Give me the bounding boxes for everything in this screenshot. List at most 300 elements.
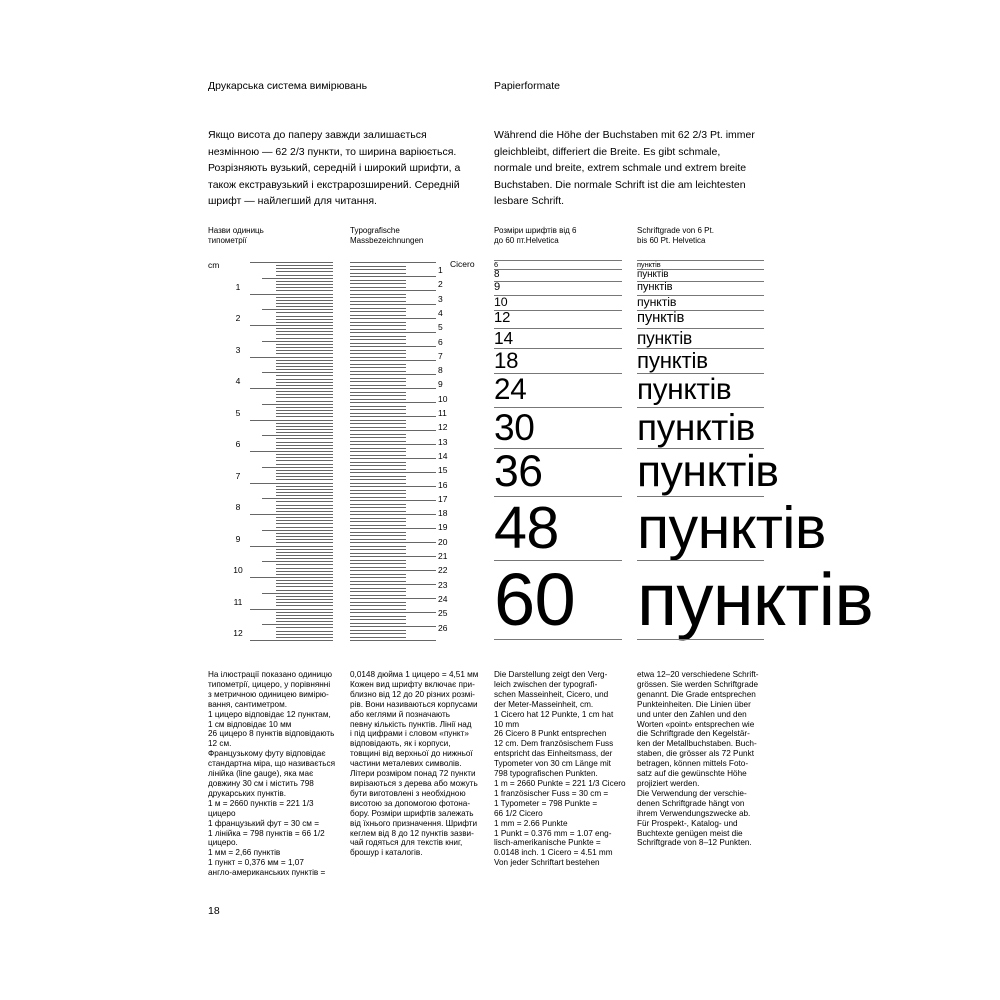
cm-number-label: 4 [235, 376, 241, 386]
column-label-sizes-de: Schriftgrade von 6 Pt. bis 60 Pt. Helvetica [637, 226, 714, 245]
cm-scale-tick [250, 577, 333, 578]
cicero-scale-tick [350, 343, 406, 344]
cicero-scale-tick [350, 623, 406, 624]
size-number-rule [494, 639, 622, 640]
cm-scale-tick [262, 467, 333, 468]
cicero-scale-tick [350, 640, 436, 641]
cm-scale-tick [250, 420, 333, 421]
cm-scale-tick [276, 382, 333, 383]
page-number: 18 [208, 905, 220, 917]
cicero-scale-tick [350, 486, 436, 487]
cicero-scale-tick [350, 612, 436, 613]
size-word-sample: пунктів [637, 348, 708, 374]
cicero-scale-tick [350, 563, 406, 564]
cicero-scale-tick [350, 455, 406, 456]
cicero-scale-tick [350, 360, 436, 361]
cm-scale-tick [276, 268, 333, 269]
cicero-scale-tick [350, 385, 406, 386]
cm-scale-tick [262, 624, 333, 625]
size-word-sample: пунктів [637, 405, 756, 448]
cicero-scale-tick [350, 479, 406, 480]
cm-scale-tick [276, 366, 333, 367]
cicero-number-label: 25 [438, 608, 448, 619]
cm-scale-tick [276, 271, 333, 272]
cicero-scale-tick [350, 276, 436, 277]
cm-scale-tick [276, 520, 333, 521]
cicero-scale-tick [350, 637, 406, 638]
cicero-number-label: 3 [438, 293, 443, 304]
cm-scale-tick [250, 294, 333, 295]
cm-scale-tick [276, 394, 333, 395]
cicero-scale-tick [350, 290, 436, 291]
size-number-sample: 60 [494, 558, 575, 642]
size-word-sample: пунктів [637, 310, 685, 327]
cicero-scale-tick [350, 427, 406, 428]
cicero-scale-tick [350, 308, 406, 309]
cicero-number-label: 12 [438, 422, 448, 433]
cicero-scale-tick [350, 458, 436, 459]
cicero-scale-tick [350, 406, 406, 407]
cicero-scale-tick [350, 409, 406, 410]
cm-scale-tick [276, 621, 333, 622]
cm-scale-tick [276, 568, 333, 569]
cicero-scale-tick [350, 332, 436, 333]
cicero-scale-tick [350, 294, 406, 295]
cm-scale-tick [276, 353, 333, 354]
cm-scale-tick [250, 451, 333, 452]
cm-scale-tick [276, 505, 333, 506]
cicero-scale-tick [350, 532, 406, 533]
cm-scale-tick [276, 511, 333, 512]
size-number-sample: 36 [494, 446, 543, 496]
cicero-scale-tick [350, 325, 406, 326]
cicero-scale-tick [350, 584, 436, 585]
cicero-scale-tick [350, 591, 406, 592]
cicero-scale-tick [350, 273, 406, 274]
cm-scale-tick [262, 530, 333, 531]
cm-scale-tick [276, 599, 333, 600]
cm-scale-tick [276, 319, 333, 320]
cm-scale-tick [276, 316, 333, 317]
cm-number-label: 5 [235, 407, 241, 418]
cicero-number-label: 22 [438, 565, 448, 576]
size-number-rule [494, 260, 622, 261]
cicero-scale-tick [350, 595, 406, 596]
cm-scale-tick [276, 552, 333, 553]
cm-scale-tick [262, 278, 333, 279]
cm-scale-tick [276, 527, 333, 528]
cm-scale-tick [276, 618, 333, 619]
cm-scale-tick [276, 549, 333, 550]
cm-scale-tick [276, 523, 333, 524]
cm-scale-tick [250, 388, 333, 389]
cicero-scale-tick [350, 525, 406, 526]
cicero-number-label: 14 [438, 450, 448, 461]
cm-scale-tick [276, 533, 333, 534]
cicero-scale-tick [350, 329, 406, 330]
cm-scale-tick [276, 470, 333, 471]
size-word-sample: пунктів [637, 260, 661, 269]
cicero-number-label: 13 [438, 436, 448, 447]
cicero-scale-tick [350, 339, 406, 340]
cm-scale-tick [276, 331, 333, 332]
cicero-scale-tick [350, 507, 406, 508]
size-word-sample: пунктів [637, 446, 779, 496]
cm-scale-tick [276, 501, 333, 502]
cicero-scale-tick [350, 602, 406, 603]
size-word-sample: пунктів [637, 327, 693, 348]
intro-paragraph-left: Якщо висота до паперу завжди залишається незмінною — 62 2/3 пункти, то ширина варіюється. Розрізняють вузький, середній і широкий шрифти, а також екстравузький і екстрарозширений. Середній шрифт — найлегший для читання. [208, 129, 461, 207]
cm-scale-tick [262, 561, 333, 562]
cicero-number-label: 7 [438, 350, 443, 361]
cicero-number-label: 18 [438, 508, 448, 519]
cm-scale-tick [262, 372, 333, 373]
cm-number-label: 12 [233, 628, 243, 638]
cicero-number-label: 20 [438, 536, 448, 547]
cm-number-label: 3 [235, 344, 241, 355]
cm-scale-tick [276, 265, 333, 266]
size-number-rule [494, 310, 622, 311]
cm-scale-tick [276, 297, 333, 298]
size-number-rule [494, 269, 622, 270]
cicero-number-label: 4 [438, 307, 443, 318]
cicero-scale-tick [350, 416, 436, 417]
cm-scale-tick [250, 325, 333, 326]
cm-scale-tick [276, 410, 333, 411]
cicero-number-label: 16 [438, 479, 448, 490]
cm-scale-tick [276, 360, 333, 361]
size-number-rule [494, 328, 622, 329]
cm-scale-tick [276, 539, 333, 540]
cm-scale-tick [276, 464, 333, 465]
cm-scale-tick [276, 615, 333, 616]
cicero-scale-tick [350, 423, 406, 424]
size-word-sample: пунктів [637, 493, 826, 561]
size-number-sample: 48 [494, 493, 559, 561]
cm-scale-tick [276, 275, 333, 276]
cicero-scale-tick [350, 511, 406, 512]
cm-number-label: 1 [235, 281, 241, 292]
cicero-scale-tick [350, 500, 436, 501]
size-number-sample: 24 [494, 373, 527, 407]
cicero-number-label: 5 [438, 322, 443, 333]
cm-number-label: 6 [235, 439, 241, 449]
cm-scale-tick [250, 514, 333, 515]
cm-scale-tick [276, 454, 333, 455]
cm-scale-tick [276, 542, 333, 543]
cicero-unit-label: Cicero [450, 259, 475, 269]
cm-scale-tick [276, 517, 333, 518]
size-number-sample: 18 [494, 348, 519, 374]
size-numbers-column [494, 260, 622, 640]
cicero-scale-tick [350, 451, 406, 452]
cicero-scale-tick [350, 357, 406, 358]
cm-scale-tick [276, 571, 333, 572]
cicero-scale-tick [350, 570, 436, 571]
cicero-scale-tick [350, 434, 406, 435]
body-text-col3: Die Darstellung zeigt den Verg- leich zwischen der typografi- schen Masseinheit, Cicero, und der Meter-Masseinheit, cm. 1 Cicero hat 12 Punkte, 1 cm hat 10 mm 26 Cicero 8 Punkt entsprechen 12 cm. Dem französischem Fuss entspricht das Einheitsmass, der Typometer von 30 cm Länge mit 798 typografischen Punkten. 1 m = 2660 Punkte = 221 1/3 Cicero 1 französischer Fuss = 30 cm = 1 Typometer = 798 Punkte = 66 1/2 Cicero 1 mm = 2.66 Punkte 1 Punkt = 0.376 mm = 1.07 eng- lisch-amerikanische Punkte = 0.0148 inch. 1 Cicero = 4.51 mm Von jeder Schriftart bestehen [494, 670, 626, 868]
cm-scale-tick [276, 476, 333, 477]
size-word-sample: пунктів [637, 373, 732, 407]
cicero-scale-tick [350, 392, 406, 393]
cm-scale-tick [276, 413, 333, 414]
cm-scale-tick [276, 300, 333, 301]
cicero-scale-tick [350, 542, 436, 543]
size-number-sample: 12 [494, 310, 511, 327]
cm-scale-tick [276, 558, 333, 559]
cicero-scale-tick [350, 556, 436, 557]
cm-scale-tick [276, 423, 333, 424]
cicero-scale-tick [350, 497, 406, 498]
cm-scale-tick [276, 445, 333, 446]
cm-scale-tick [276, 442, 333, 443]
size-word-sample: пунктів [637, 269, 669, 281]
cm-scale-tick [276, 416, 333, 417]
cm-scale-tick [276, 596, 333, 597]
cm-scale-tick [276, 536, 333, 537]
size-number-sample: 8 [494, 269, 500, 281]
cicero-number-label: 15 [438, 465, 448, 476]
cicero-scale-tick [350, 381, 406, 382]
cm-scale-tick [276, 350, 333, 351]
cm-scale-tick [276, 460, 333, 461]
cm-scale-tick [276, 508, 333, 509]
cm-scale-tick [276, 486, 333, 487]
cm-scale-tick [276, 338, 333, 339]
cicero-number-label: 8 [438, 365, 443, 376]
cm-scale-tick [262, 309, 333, 310]
cicero-scale-tick [350, 605, 406, 606]
cm-number-label: 9 [235, 533, 241, 544]
cm-scale-tick [276, 438, 333, 439]
cicero-scale-tick [350, 315, 406, 316]
cm-scale-tick [276, 303, 333, 304]
cm-scale-tick [276, 306, 333, 307]
cicero-number-label: 24 [438, 593, 448, 604]
body-text-col2: 0,0148 дюйма 1 цицеро = 4,51 мм Кожен вид шрифту включає при- близно від 12 до 20 різних розмі- рів. Вони називаються корпусами або кеглями й позначають певну кількість пунктів. Лінії над і під цифрами і словом «пункт» відповідають, як і корпуси, товщині від верхньої до нижньої частини металевих символів. Літери розміром понад 72 пункти вирізаються з дерева або можуть бути виготовлені з необхідною висотою за допомогою фотона- бору. Розміри шрифтів залежать від їхнього призначення. Шрифти кеглем від 8 до 12 пунктів зазви- чай годяться для текстів книг, брошур і каталогів. [350, 670, 479, 858]
cm-scale-tick [276, 637, 333, 638]
cicero-scale-tick [350, 567, 406, 568]
cicero-scale-tick [350, 318, 436, 319]
cm-scale-tick [276, 605, 333, 606]
cm-scale-tick [276, 328, 333, 329]
cm-scale-tick [276, 344, 333, 345]
cicero-scale-tick [350, 535, 406, 536]
cm-scale-tick [262, 593, 333, 594]
cicero-scale-tick [350, 546, 406, 547]
cicero-scale-tick [350, 616, 406, 617]
cm-scale-tick [276, 555, 333, 556]
size-word-sample: пунктів [637, 295, 677, 310]
cm-scale-tick [262, 435, 333, 436]
cm-scale-tick [276, 407, 333, 408]
cicero-scale-tick [350, 633, 406, 634]
cicero-scale-tick [350, 367, 406, 368]
size-words-column [637, 260, 874, 642]
cm-scale-tick [276, 401, 333, 402]
cicero-scale-tick [350, 346, 436, 347]
cm-scale-tick [276, 397, 333, 398]
section-title-left: Друкарська система вимірювань [208, 80, 368, 92]
cm-scale-tick [276, 347, 333, 348]
column-label-sizes-ua: Розміри шрифтів від 6 до 60 пт.Helvetica [494, 226, 577, 245]
size-number-sample: 9 [494, 281, 501, 294]
cicero-scale-tick [350, 549, 406, 550]
cm-scale-tick [250, 640, 333, 641]
cicero-scale-tick [350, 581, 406, 582]
cm-scale-tick [276, 495, 333, 496]
cm-scale-tick [276, 429, 333, 430]
cicero-scale-tick [350, 553, 406, 554]
cicero-scale-tick [350, 462, 406, 463]
cicero-scale-tick [350, 472, 436, 473]
cicero-number-label: 19 [438, 522, 448, 533]
cm-scale-tick [276, 287, 333, 288]
cm-scale-tick [276, 432, 333, 433]
cicero-scale-tick [350, 364, 406, 365]
cm-scale-tick [250, 262, 333, 263]
cm-scale-tick [276, 457, 333, 458]
cicero-scale-tick [350, 420, 406, 421]
cicero-scale-tick [350, 336, 406, 337]
cicero-scale-tick [350, 287, 406, 288]
cicero-scale-tick [350, 588, 406, 589]
cm-scale-tick [276, 634, 333, 635]
cicero-scale-tick [350, 518, 406, 519]
cm-scale-tick [250, 609, 333, 610]
cicero-number-label: 2 [438, 279, 443, 290]
cicero-scale-tick [350, 521, 406, 522]
cicero-scale-tick [350, 630, 406, 631]
cm-scale-tick [276, 489, 333, 490]
cm-scale-tick [276, 448, 333, 449]
cicero-scale-tick [350, 283, 406, 284]
cicero-scale-tick [350, 371, 406, 372]
cm-scale-tick [276, 385, 333, 386]
cm-scale-tick [262, 404, 333, 405]
cicero-number-label: 1 [438, 265, 443, 275]
cm-scale-tick [276, 492, 333, 493]
cicero-scale-tick [350, 619, 406, 620]
cm-scale-tick [276, 334, 333, 335]
cm-scale-tick [250, 357, 333, 358]
intro-paragraph-right: Während die Höhe der Buchstaben mit 62 2/3 Pt. immer gleichbleibt, differiert die Breite. Es gibt schmale, normale und breite, extrem schmale und extrem breite Buchstaben. Die normale Schrift ist die am leichtesten lesbare Schrift. [494, 129, 755, 207]
cicero-scale-tick [350, 395, 406, 396]
cm-scale-tick [276, 590, 333, 591]
cicero-scale-tick [350, 269, 406, 270]
cicero-scale-tick [350, 388, 436, 389]
column-label-masses: Typografische Massbezeichnungen [350, 226, 424, 245]
cicero-scale-tick [350, 297, 406, 298]
cm-scale-tick [276, 391, 333, 392]
cicero-scale-tick [350, 560, 406, 561]
cm-scale-tick [276, 290, 333, 291]
cm-scale-tick [276, 583, 333, 584]
cicero-number-label: 6 [438, 336, 443, 347]
size-number-rule [494, 281, 622, 282]
cm-scale-tick [262, 341, 333, 342]
cm-scale-tick [276, 375, 333, 376]
cm-scale-tick [276, 564, 333, 565]
cicero-scale-tick [350, 430, 436, 431]
cm-scale-tick [262, 498, 333, 499]
cicero-number-label: 10 [438, 393, 448, 404]
cicero-scale-tick [350, 626, 436, 627]
cicero-scale-tick [350, 374, 436, 375]
size-number-rule [494, 295, 622, 296]
cicero-scale-tick [350, 311, 406, 312]
cicero-scale-tick [350, 598, 436, 599]
cm-scale-tick [276, 312, 333, 313]
cicero-scale-tick [350, 353, 406, 354]
cm-number-label: 10 [233, 565, 243, 575]
cicero-scale-tick [350, 609, 406, 610]
cicero-scale-tick [350, 539, 406, 540]
size-number-sample: 10 [494, 295, 508, 310]
cicero-scale-tick [350, 493, 406, 494]
cicero-scale-tick [350, 378, 406, 379]
cm-scale-tick [276, 473, 333, 474]
cicero-scale-tick [350, 437, 406, 438]
cicero-scale-tick [350, 322, 406, 323]
cm-scale-tick [276, 363, 333, 364]
cicero-number-label: 11 [438, 408, 447, 418]
cicero-scale-tick [350, 266, 406, 267]
cicero-scale-tick [350, 304, 436, 305]
cm-scale-tick [276, 426, 333, 427]
cm-number-label: 11 [233, 596, 243, 607]
cicero-scale-tick [350, 514, 436, 515]
cicero-scale-tick [350, 574, 406, 575]
cm-scale-tick [276, 379, 333, 380]
size-word-sample: пунктів [637, 558, 874, 642]
cicero-scale-tick [350, 301, 406, 302]
size-word-rule [637, 639, 764, 640]
cicero-scale-tick [350, 465, 406, 466]
cm-scale-tick [250, 483, 333, 484]
size-number-sample: 6 [494, 260, 499, 269]
cm-scale-tick [276, 322, 333, 323]
cicero-number-label: 9 [438, 379, 443, 390]
cicero-scale-tick [350, 469, 406, 470]
cicero-scale-tick [350, 448, 406, 449]
size-number-sample: 30 [494, 405, 535, 448]
cicero-scale-tick [350, 399, 406, 400]
cicero-number-label: 26 [438, 622, 448, 633]
cicero-scale-tick [350, 528, 436, 529]
cicero-scale-tick [350, 490, 406, 491]
cicero-number-label: 23 [438, 579, 448, 590]
cicero-scale-tick [350, 444, 436, 445]
cicero-scale-tick [350, 476, 406, 477]
cicero-scale-tick [350, 402, 436, 403]
cicero-scale-tick [350, 413, 406, 414]
cicero-scale-tick [350, 280, 406, 281]
cm-number-label: 8 [235, 502, 241, 512]
cm-scale-tick [276, 586, 333, 587]
body-text-col1: На ілюстрації показано одиницю типометрії, цицеро, у порівнянні з метричною одиницею вимірю- вання, сантиметром. 1 цицеро відповідає 12 пунктам, 1 см відповідає 10 мм 26 цицеро 8 пунктів відповідають 12 см. Французькому футу відповідає стандартна міра, що називається лінійка (line gauge), яка має довжину 30 см і містить 798 друкарських пунктів. 1 м = 2660 пунктів = 221 1/3 цицеро 1 французький фут = 30 см = 1 лінійка = 798 пунктів = 66 1/2 цицеро. 1 мм = 2,66 пунктів 1 пункт = 0,376 мм = 1,07 англо-американських пунктів = [208, 670, 336, 878]
cm-number-label: 7 [235, 470, 241, 481]
cm-scale-tick [276, 479, 333, 480]
cicero-scale-tick [350, 441, 406, 442]
cicero-scale-tick [350, 483, 406, 484]
cm-scale-tick [250, 546, 333, 547]
size-number-sample: 14 [494, 327, 513, 348]
cicero-scale-tick [350, 262, 436, 263]
cicero-number-label: 21 [438, 551, 448, 561]
cicero-number-label: 17 [438, 493, 448, 504]
cm-scale-tick [276, 612, 333, 613]
